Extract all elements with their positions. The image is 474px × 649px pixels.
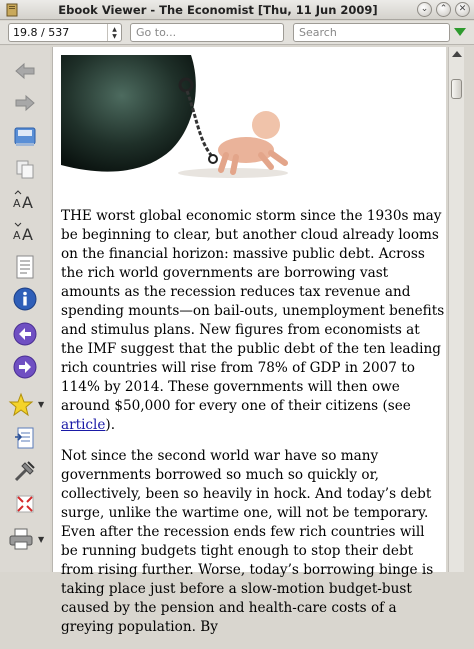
paragraph-1-end: ). bbox=[105, 417, 116, 433]
metadata-button[interactable] bbox=[8, 284, 42, 314]
font-smaller-button[interactable] bbox=[8, 218, 42, 248]
fullscreen-icon bbox=[14, 493, 36, 515]
maximize-button[interactable] bbox=[436, 2, 451, 17]
position-spinbox[interactable] bbox=[8, 23, 122, 42]
search-input[interactable]: Search bbox=[293, 23, 450, 42]
book-content-view[interactable] bbox=[52, 47, 446, 635]
article-illustration bbox=[61, 55, 301, 185]
back-icon bbox=[14, 62, 36, 80]
copy-icon bbox=[14, 158, 36, 180]
vertical-scrollbar[interactable] bbox=[448, 47, 464, 572]
svg-text:A: A bbox=[13, 229, 21, 242]
toc-icon bbox=[15, 255, 35, 279]
position-value: 19.8 / 537 bbox=[13, 26, 70, 39]
save-icon bbox=[13, 126, 37, 148]
print-icon bbox=[9, 528, 33, 550]
previous-icon bbox=[13, 322, 37, 346]
fullscreen-button[interactable] bbox=[8, 489, 42, 519]
save-button[interactable] bbox=[8, 122, 42, 152]
article-paragraph-1 bbox=[61, 207, 445, 435]
reference-icon bbox=[14, 426, 36, 450]
print-button[interactable] bbox=[4, 524, 38, 554]
scroll-thumb[interactable] bbox=[451, 79, 462, 99]
spin-up-icon[interactable]: ▲ bbox=[112, 25, 117, 33]
back-button[interactable] bbox=[8, 56, 42, 86]
bookmark-button[interactable] bbox=[4, 390, 38, 420]
previous-section-button[interactable] bbox=[8, 319, 42, 349]
goto-input[interactable]: Go to... bbox=[130, 23, 284, 42]
bookmark-dropdown-icon[interactable]: ▼ bbox=[38, 400, 45, 409]
font-larger-icon bbox=[12, 190, 38, 212]
article-text bbox=[61, 207, 445, 649]
info-icon bbox=[13, 287, 37, 311]
forward-icon bbox=[14, 94, 36, 112]
reference-mode-button[interactable] bbox=[8, 423, 42, 453]
article-link[interactable]: article bbox=[61, 417, 106, 433]
forward-button[interactable] bbox=[8, 88, 42, 118]
chevron-down-icon: ⌄ bbox=[420, 4, 429, 14]
toc-button[interactable] bbox=[8, 252, 42, 282]
next-section-button[interactable] bbox=[8, 352, 42, 382]
spin-arrows[interactable] bbox=[107, 24, 121, 41]
title-bar bbox=[0, 0, 474, 20]
font-smaller-icon bbox=[12, 222, 38, 244]
app-icon bbox=[5, 3, 19, 17]
bookmark-icon bbox=[9, 393, 33, 417]
next-icon bbox=[13, 355, 37, 379]
window-menu-button[interactable] bbox=[417, 2, 432, 17]
preferences-icon bbox=[13, 459, 37, 483]
sidebar-toolbar bbox=[0, 46, 50, 572]
toolbar bbox=[0, 21, 474, 45]
close-button[interactable] bbox=[455, 2, 470, 17]
svg-text:A: A bbox=[22, 225, 33, 244]
copy-button[interactable] bbox=[8, 154, 42, 184]
chevron-up-icon: ⌃ bbox=[439, 4, 448, 14]
paragraph-1-text: THE worst global economic storm since the 1930s may be beginning to clear, but another cloud already looms on the financial horizon: massive public debt. Across the rich world governments are borrowing vast amounts as the recession reduces tax revenue and spending mounts—on bail-outs, unemployment benefits and stimulus plans. New figures from economists at the IMF suggest that the public debt of the ten leading rich countries will rise from 78% of GDP in 2007 to 114% by 2014. These governments will then owe around $50,000 for every one of their citizens (see bbox=[61, 208, 445, 414]
spin-down-icon[interactable]: ▼ bbox=[112, 32, 117, 40]
svg-text:A: A bbox=[22, 193, 33, 212]
svg-text:A: A bbox=[13, 197, 21, 210]
window-title: Ebook Viewer - The Economist [Thu, 11 Jun 2009] bbox=[58, 2, 378, 17]
scroll-up-icon[interactable] bbox=[452, 51, 462, 57]
article-paragraph-2: Not since the second world war have so many governments borrowed so much so quickly or, collectively, been so heavily in hock. And today’s debt surge, unlike the wartime one, will not be temporary. Even after the recession ends few rich countries will be running budgets tight enough to stop their debt from rising further. Worse, today’s borrowing binge is taking place just before a slow-motion budget-bust caused by the pension and health-care costs of a greying population. By bbox=[61, 448, 434, 635]
window-edge bbox=[465, 47, 474, 572]
close-icon: ✕ bbox=[458, 4, 467, 14]
font-larger-button[interactable] bbox=[8, 186, 42, 216]
preferences-button[interactable] bbox=[8, 456, 42, 486]
search-go-icon[interactable] bbox=[454, 28, 466, 36]
print-dropdown-icon[interactable]: ▼ bbox=[38, 535, 45, 544]
